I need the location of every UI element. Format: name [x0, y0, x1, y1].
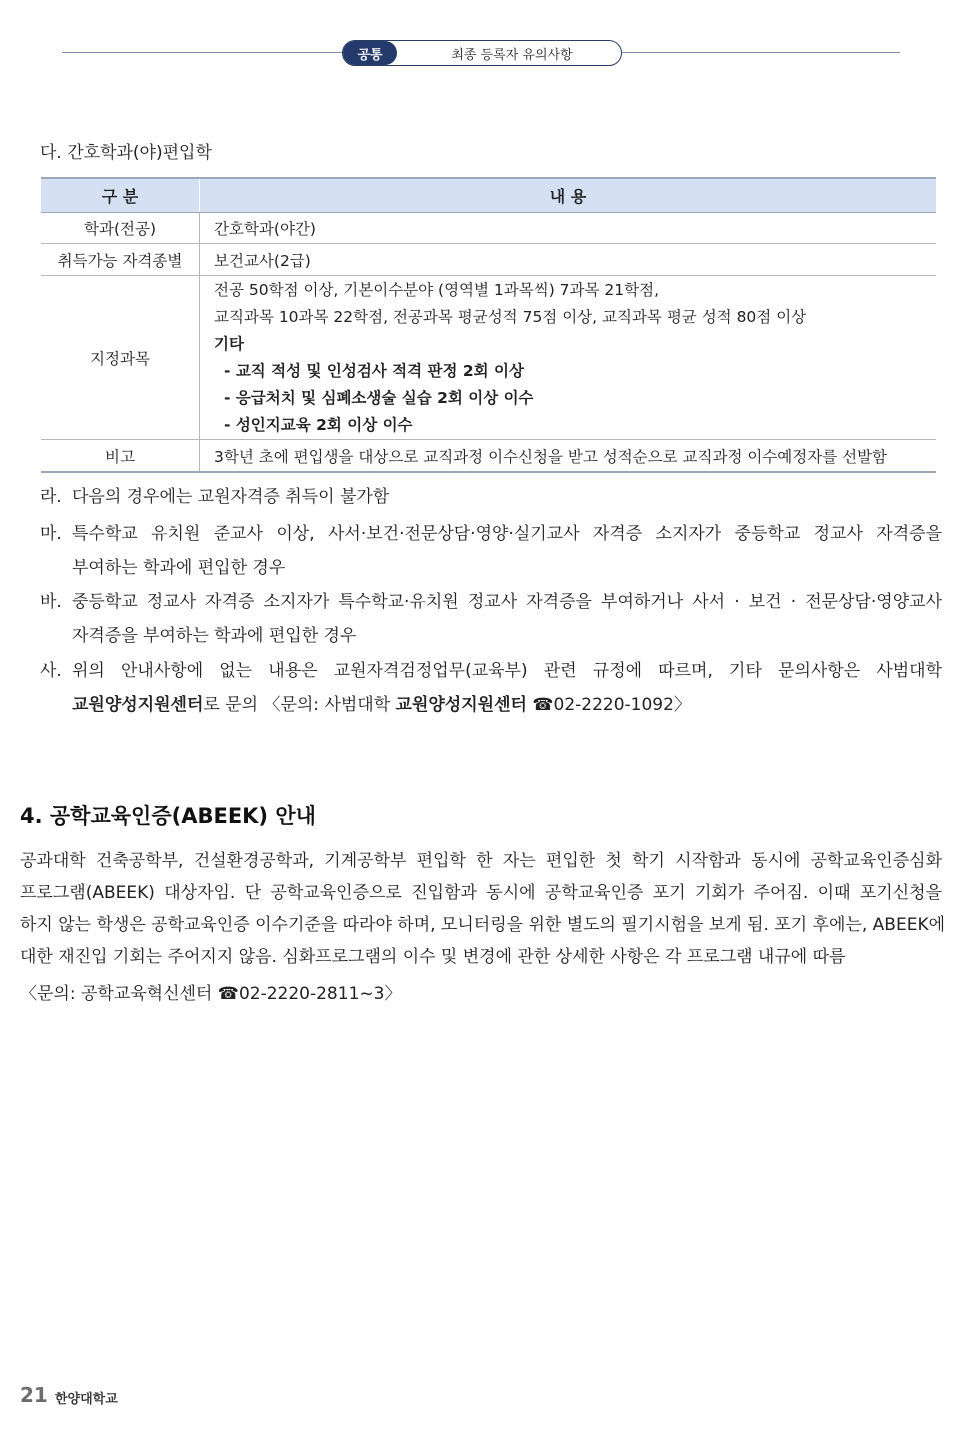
table-row: [41, 440, 936, 473]
row-label: 학과(전공): [41, 213, 200, 244]
row-label: 비고: [41, 440, 200, 473]
list-item-ra: [40, 480, 942, 514]
item-text-line1: 중등학교 정교사 자격증 소지자가 특수학교·유치원 정교사 자격증을 부여하거나 사서 · 보건 · 전문상담·영양교사: [72, 592, 942, 612]
phone-number: 02-2220-1092〉: [553, 695, 691, 715]
header-rule-right: [620, 52, 900, 53]
etc-item: - 응급처치 및 심폐소생술 실습 2회 이상 이수: [224, 388, 534, 407]
item-text-line1: 특수학교 유치원 준교사 이상, 사서·보건·전문상담·영양·실기교사 자격증 소지자가 중등학교 정교사 자격증을: [72, 524, 942, 544]
table-row: [41, 244, 936, 276]
contact-text: 로 문의 〈문의: 사범대학: [203, 695, 396, 715]
etc-item: - 교직 적성 및 인성검사 적격 판정 2회 이상: [224, 361, 524, 380]
etc-title: 기타: [214, 334, 244, 353]
course-requirement-line: 교직과목 10과목 22학점, 전공과목 평균성적 75점 이상, 교직과목 평균 성적 80점 이상: [214, 307, 807, 326]
table-header-category: 구 분: [41, 178, 200, 213]
center-name: 교원양성지원센터: [395, 695, 527, 715]
abeek-paragraph-line: 프로그램(ABEEK) 대상자임. 단 공학교육인증으로 진입함과 동시에 공학교육인증 포기 기회가 주어짐. 이때 포기신청을: [20, 883, 942, 903]
table-row: [41, 213, 936, 244]
abeek-paragraph-line: 하지 않는 학생은 공학교육인증 이수기준을 따라야 하며, 모니터링을 위한 별도의 필기시험을 보게 됨. 포기 후에는, ABEEK에: [20, 915, 946, 935]
abeek-contact: [20, 979, 942, 1004]
abeek-paragraph-line: 공과대학 건축공학부, 건설환경공학과, 기계공학부 편입학 한 자는 편입한 첫 학기 시작함과 동시에 공학교육인증심화: [20, 851, 942, 871]
table-row: [41, 276, 936, 440]
list-item-sa: [40, 654, 942, 722]
list-item-ba: [40, 585, 942, 653]
phone-icon: ☎: [217, 984, 239, 1004]
school-name: 한양대학교: [55, 1392, 118, 1407]
item-text-line2: 부여하는 학과에 편입한 경우: [72, 558, 286, 578]
table-header-row: [41, 178, 936, 213]
nursing-transfer-table: [41, 177, 936, 473]
item-text: 다음의 경우에는 교원자격증 취득이 불가함: [72, 487, 390, 507]
course-requirement-line: 전공 50학점 이상, 기본이수분야 (영역별 1과목씩) 7과목 21학점,: [214, 280, 660, 299]
header-badge: 공통: [343, 41, 397, 65]
section-da-label: 다. 간호학과(야)편입학: [40, 143, 212, 163]
item-text-line2: [72, 688, 942, 722]
row-value: 간호학과(야간): [200, 213, 937, 244]
header-title: 최종 등록자 유의사항: [451, 47, 573, 63]
abeek-paragraph-line: 대한 재진입 기회는 주어지지 않음. 심화프로그램의 이수 및 변경에 관한 상세한 사항은 각 프로그램 내규에 따름: [20, 947, 846, 967]
center-name: 교원양성지원센터: [72, 695, 204, 715]
header-rule-left: [62, 52, 344, 53]
phone-number: 02-2220-2811~3〉: [238, 984, 402, 1004]
item-marker: 마.: [40, 524, 62, 544]
list-item-ma: [40, 517, 942, 585]
item-text-line2: 자격증을 부여하는 학과에 편입한 경우: [72, 626, 357, 646]
section-4-title: 4. 공학교육인증(ABEEK) 안내: [20, 804, 316, 828]
row-value: 3학년 초에 편입생을 대상으로 교직과정 이수신청을 받고 성적순으로 교직과정 이수예정자를 선발함: [200, 440, 937, 473]
row-label: 지정과목: [41, 276, 200, 440]
phone-icon: ☎: [532, 695, 554, 715]
table-header-content: 내 용: [200, 178, 937, 213]
designated-courses-cell: [200, 276, 937, 440]
item-marker: 사.: [40, 661, 62, 681]
row-label: 취득가능 자격종별: [41, 244, 200, 276]
etc-item: - 성인지교육 2회 이상 이수: [224, 415, 413, 434]
contact-text: 〈문의: 공학교육혁신센터: [20, 984, 218, 1004]
page-number: 21: [20, 1383, 48, 1407]
row-value: 보건교사(2급): [200, 244, 937, 276]
item-marker: 라.: [40, 487, 62, 507]
item-marker: 바.: [40, 592, 62, 612]
header-pill: [342, 40, 622, 66]
item-text-line1: 위의 안내사항에 없는 내용은 교원자격검정업무(교육부) 관련 규정에 따르며, 기타 문의사항은 사범대학: [72, 661, 942, 681]
